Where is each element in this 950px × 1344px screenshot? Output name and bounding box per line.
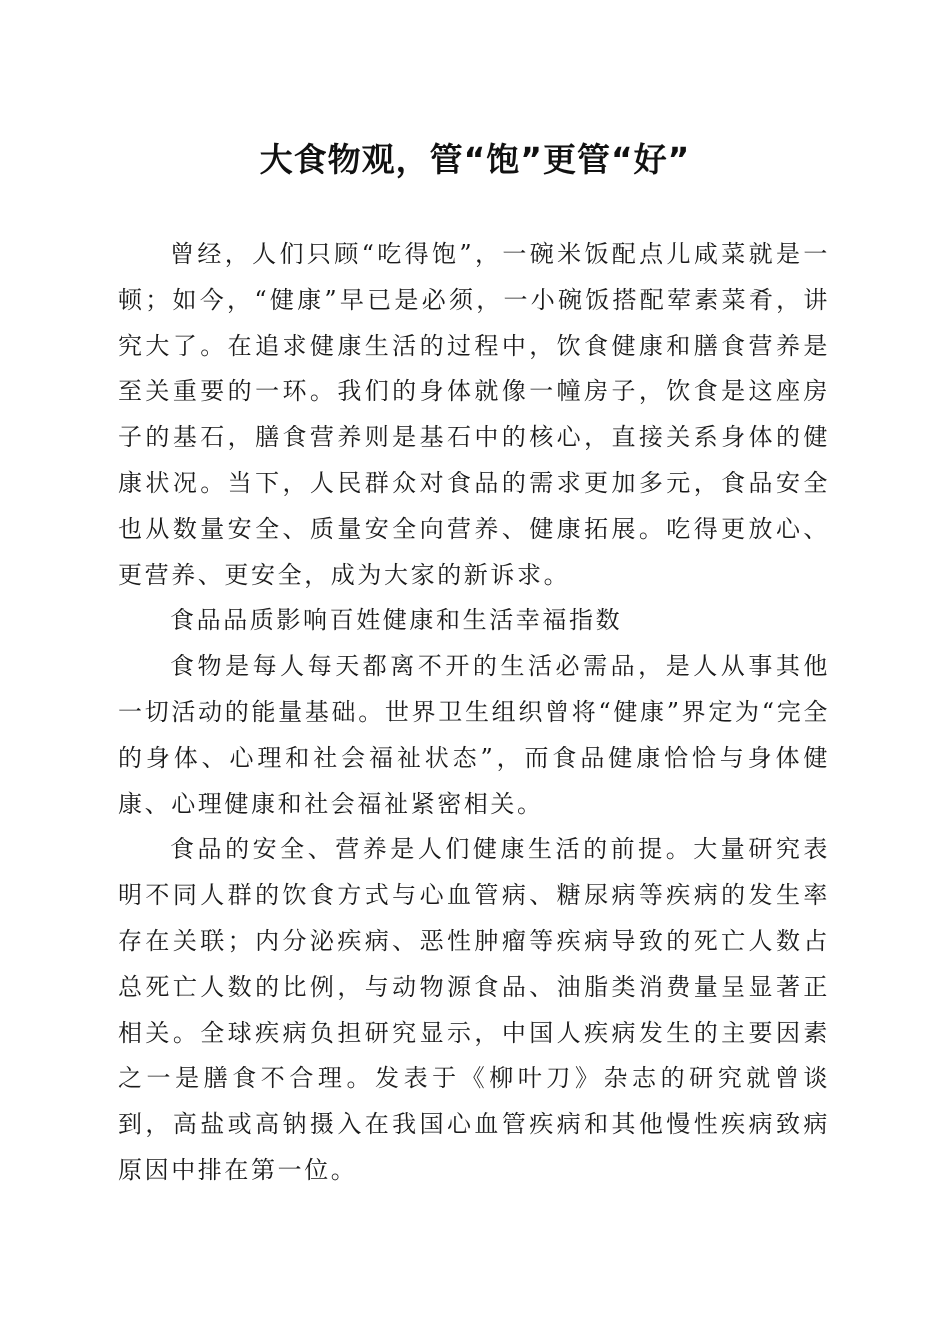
document-body [118,232,830,1194]
paragraph-intro: 曾经，人们只顾“吃得饱”，一碗米饭配点儿咸菜就是一顿；如今，“健康”早已是必须，一小碗饭搭配荤素菜肴，讲究大了。在追求健康生活的过程中，饮食健康和膳食营养是至关重要的一环。我们的身体就像一幢房子，饮食是这座房子的基石，膳食营养则是基石中的核心，直接关系身体的健康状况。当下，人民群众对食品的需求更加多元，食品安全也从数量安全、质量安全向营养、健康拓展。吃得更放心、更营养、更安全，成为大家的新诉求。 [118,240,830,589]
paragraph-food-safety-research: 食品的安全、营养是人们健康生活的前提。大量研究表明不同人群的饮食方式与心血管病、糖尿病等疾病的发生率存在关联；内分泌疾病、恶性肿瘤等疾病导致的死亡人数占总死亡人数的比例，与动物源食品、油脂类消费量呈显著正相关。全球疾病负担研究显示，中国人疾病发生的主要因素之一是膳食不合理。发表于《柳叶刀》杂志的研究就曾谈到，高盐或高钠摄入在我国心血管疾病和其他慢性疾病致病原因中排在第一位。 [118,835,830,1184]
paragraph-food-necessity: 食物是每人每天都离不开的生活必需品，是人从事其他一切活动的能量基础。世界卫生组织曾将“健康”界定为“完全的身体、心理和社会福祉状态”，而食品健康恰恰与身体健康、心理健康和社会福祉紧密相关。 [118,652,830,818]
section-subheading: 食品品质影响百姓健康和生活幸福指数 [170,606,623,635]
document-title: 大食物观，管“饱”更管“好” [259,140,691,179]
